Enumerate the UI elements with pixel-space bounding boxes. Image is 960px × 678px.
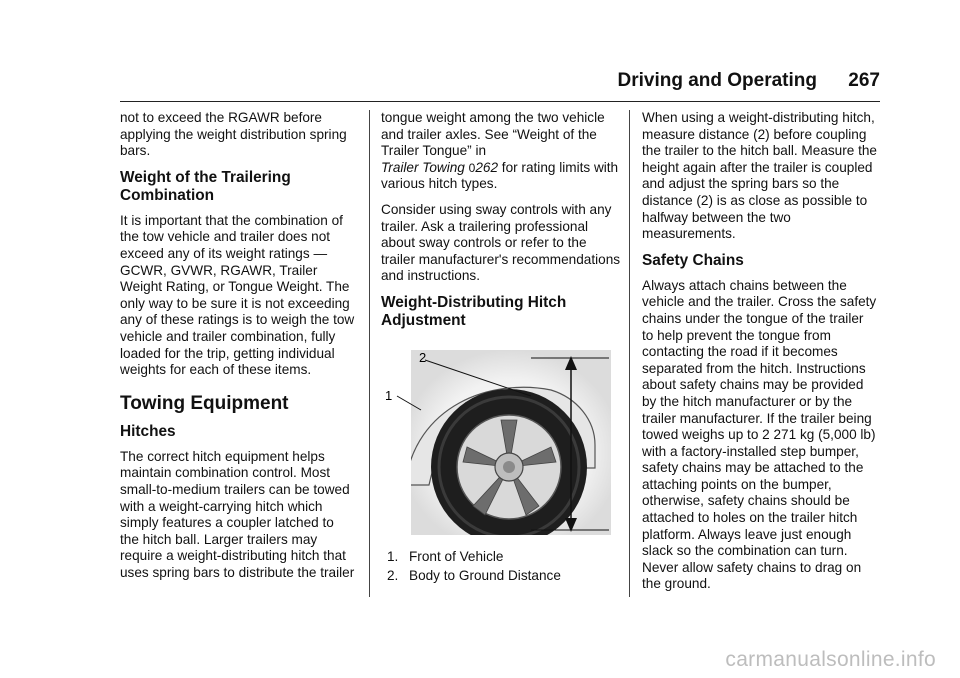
page-number: 267	[848, 70, 880, 91]
caption-item	[381, 567, 621, 584]
cross-reference-link[interactable]: Trailer Towing	[381, 159, 465, 175]
caption-text: Body to Ground Distance	[409, 567, 561, 583]
column-3	[642, 110, 878, 602]
page-header	[0, 70, 880, 92]
paragraph: The correct hitch equipment helps maintain combination control. Most small-to-medium trailers can be towed with a weight-carrying hitch which simply features a coupler latched to the hitch ball. Larger trailers may require a weight-distributing hitch that uses spring bars to distribute the trailer	[120, 448, 355, 580]
paragraph-text: tongue weight among the two vehicle and trailer axles. See “Weight of the Trailer Tongue” in	[381, 110, 605, 159]
heading-weight-of-combination: Weight of the Trailering Combination	[120, 168, 291, 204]
caption-item	[381, 548, 621, 565]
page-ref-icon: 0	[468, 160, 476, 175]
heading-towing-equipment: Towing Equipment	[120, 392, 289, 414]
callout-label-1: 1	[385, 387, 393, 403]
caption-number: 2.	[387, 567, 399, 583]
heading-safety-chains: Safety Chains	[642, 251, 744, 269]
caption-number: 1.	[387, 548, 399, 564]
hub-center	[503, 461, 515, 473]
heading-hitches: Hitches	[120, 422, 176, 440]
watermark: carmanualsonline.info	[725, 648, 936, 671]
callout-label-2: 2	[419, 349, 427, 365]
paragraph: Consider using sway controls with any trailer. Ask a trailering professional about sway controls or refer to the trailer manufacturer's recommendations and instructions.	[381, 201, 621, 284]
paragraph: It is important that the combination of the tow vehicle and trailer does not exceed any of its weight ratings — GCWR, GVWR, RGAWR, Trailer Weight Rating, or Tongue Weight. The only way to be sure it is not exceeding any of these ratings is to weigh the tow vehicle and trailer combination, fully loaded for the trip, getting individual weights for each of these items.	[120, 212, 355, 378]
wheel-figure	[381, 350, 611, 535]
paragraph: not to exceed the RGAWR before applying the weight distribution spring bars.	[120, 110, 347, 159]
figure-caption-list	[381, 548, 621, 584]
column-1	[120, 110, 356, 590]
caption-text: Front of Vehicle	[409, 548, 504, 564]
paragraph: Always attach chains between the vehicle and the trailer. Cross the safety chains under the tongue of the trailer to help prevent the tongue from contacting the road if it becomes separated from the hitch. Instructions about safety chains may be provided by the hitch manufacturer or by the trailer manufacturer. If the trailer being towed weighs up to 2 271 kg (5,000 lb) with a factory-installed step bumper, safety chains may be attached to the attaching points on the bumper, otherwise, safety chains should be attached to holes on the trailer hitch platform. Always leave just enough slack so the combination can turn. Never allow safety chains to drag on the ground.	[642, 277, 877, 592]
column-divider-2	[629, 110, 630, 597]
column-divider-1	[369, 110, 370, 597]
header-rule	[120, 101, 880, 102]
heading-weight-distributing-hitch: Weight-Distributing Hitch Adjustment	[381, 293, 567, 329]
cross-reference-page[interactable]: 262	[475, 159, 499, 175]
paragraph-text: for rating limits with various hitch types.	[381, 159, 619, 192]
column-2	[381, 110, 621, 586]
section-title: Driving and Operating	[617, 70, 818, 91]
paragraph	[381, 110, 621, 193]
paragraph: When using a weight-distributing hitch, measure distance (2) before coupling the trailer to the hitch ball. Measure the height again after the trailer is coupled and adjust the spring bars so the distance (2) is as close as possible to halfway between the two measurements.	[642, 110, 877, 242]
